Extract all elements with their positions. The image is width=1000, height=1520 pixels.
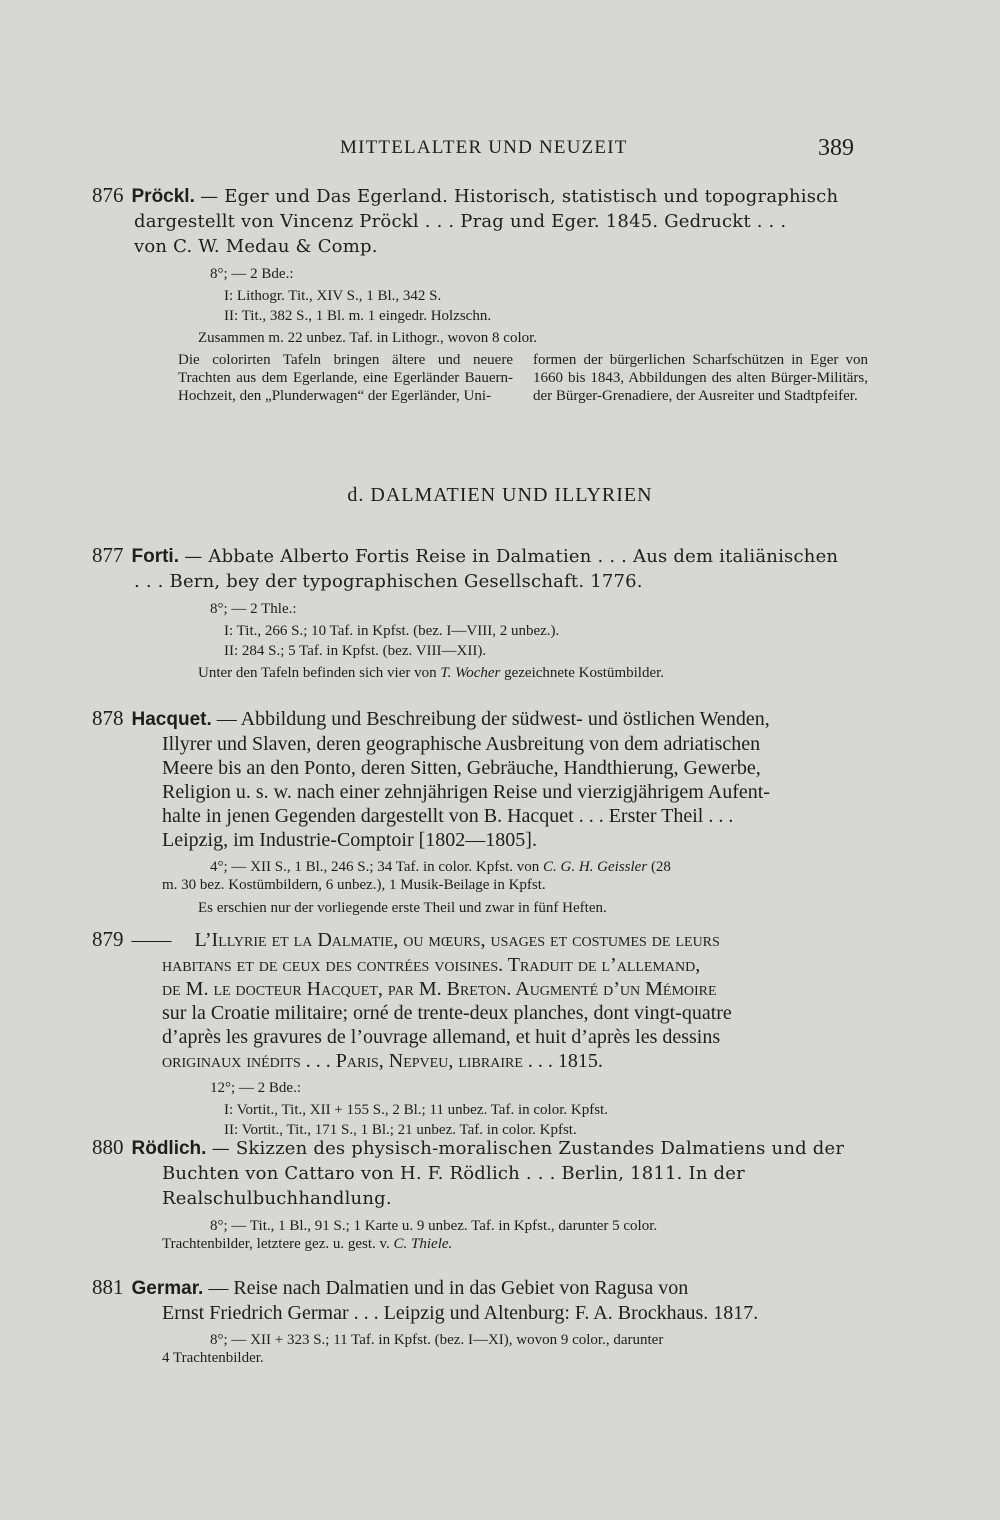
page-header xyxy=(0,137,1000,167)
entry-881-title-line xyxy=(92,1275,867,1301)
entry-title-text: originaux inédits . . . Paris, Nepveu, libraire . . . 1815. xyxy=(162,1050,603,1072)
entry-title-text: — Skizzen des physisch-moralischen Zustandes Dalmatiens und der xyxy=(211,1138,845,1159)
entry-880 xyxy=(92,1135,867,1253)
entry-title-text: dargestellt von Vincenz Pröckl . . . Prag und Eger. 1845. Gedruckt . . . xyxy=(134,211,787,232)
entry-title-text: Buchten von Cattaro von H. F. Rödlich . . . Berlin, 1811. In der xyxy=(162,1163,745,1184)
entry-title-text: Religion u. s. w. nach einer zehnjährigen Reise und vierzigjährigem Aufent- xyxy=(162,781,770,803)
entry-877 xyxy=(92,543,867,682)
entry-title-text: — Eger und Das Egerland. Historisch, statistisch und topographisch xyxy=(200,186,839,207)
note-artist: T. Wocher xyxy=(440,665,501,681)
entry-title-text: habitans et de ceux des contrées voisines. Traduit de l’allemand, xyxy=(162,954,701,976)
collation-text: (28 xyxy=(650,859,671,875)
entry-note: Es erschien nur der vorliegende erste Theil und zwar in fünf Heften. xyxy=(198,900,607,916)
collation-line: Zusammen m. 22 unbez. Taf. in Lithogr., wovon 8 color. xyxy=(198,330,538,346)
collation-line: 8°; — 2 Thle.: xyxy=(210,601,297,617)
note-column-right: formen der bürgerlichen Scharfschützen in Eger von 1660 bis 1843, Abbildungen des alten Bürger-Militärs, der Bürger-Grenadiere, der Ausreiter und Stadtpfeifer. xyxy=(533,352,868,404)
entry-876-collation xyxy=(92,265,867,347)
entry-author: Germar. xyxy=(131,1278,204,1299)
entry-number: 876 xyxy=(92,183,124,207)
note-text: Unter den Tafeln befinden sich vier von xyxy=(198,665,437,681)
entry-author: Pröckl. xyxy=(131,186,195,207)
entry-title-text: L’Illyrie et la Dalmatie, ou mœurs, usages et costumes de leurs xyxy=(194,929,720,951)
entry-title-text: Ernst Friedrich Germar . . . Leipzig und Altenburg: F. A. Brockhaus. 1817. xyxy=(162,1302,759,1324)
entry-title-text: Leipzig, im Industrie-Comptoir [1802—1805]. xyxy=(162,829,537,851)
entry-number: 880 xyxy=(92,1135,124,1159)
entry-876 xyxy=(92,183,867,259)
collation-line xyxy=(92,858,867,876)
entry-author: Rödlich. xyxy=(131,1138,207,1159)
collation-line: I: Lithogr. Tit., XIV S., 1 Bl., 342 S. xyxy=(224,288,442,304)
entry-878-title-line xyxy=(92,706,867,732)
collation-line: I: Tit., 266 S.; 10 Taf. in Kpfst. (bez. I—VIII, 2 unbez.). xyxy=(224,623,560,639)
collation-line: 8°; — Tit., 1 Bl., 91 S.; 1 Karte u. 9 unbez. Taf. in Kpfst., darunter 5 color. xyxy=(210,1218,658,1234)
entry-878 xyxy=(92,706,867,917)
entry-number: 881 xyxy=(92,1275,124,1299)
collation-line: II: 284 S.; 5 Taf. in Kpfst. (bez. VIII—XII). xyxy=(224,643,487,659)
entry-title-text: . . . Bern, bey der typographischen Gesellschaft. 1776. xyxy=(134,571,643,592)
note-column-left: Die colorirten Tafeln bringen ältere und neuere Trachten aus dem Egerlande, eine Egerländer Bauern-Hochzeit, den „Plunderwagen“ der Egerländer, Uni- xyxy=(178,352,513,404)
entry-880-title-line xyxy=(92,1135,867,1161)
page-number: 389 xyxy=(818,135,854,161)
collation-line: 8°; — XII + 323 S.; 11 Taf. in Kpfst. (bez. I—XI), wovon 9 color., darunter xyxy=(210,1332,664,1348)
collation-artist: C. Thiele. xyxy=(393,1236,453,1252)
running-title: MITTELALTER UND NEUZEIT xyxy=(340,137,628,158)
collation-line: II: Tit., 382 S., 1 Bl. m. 1 eingedr. Holzschn. xyxy=(224,308,492,324)
entry-title-text: — Abbildung und Beschreibung der südwest- und östlichen Wenden, xyxy=(216,708,770,730)
entry-title-text: Meere bis an den Ponto, deren Sitten, Gebräuche, Handthierung, Gewerbe, xyxy=(162,757,761,779)
entry-title-text: — Reise nach Dalmatien und in das Gebiet von Ragusa von xyxy=(208,1277,689,1299)
collation-text: 4°; — XII S., 1 Bl., 246 S.; 34 Taf. in color. Kpfst. von xyxy=(210,859,540,875)
entry-number: 877 xyxy=(92,543,124,567)
collation-line: 4 Trachtenbilder. xyxy=(162,1350,264,1366)
entry-title-text: sur la Croatie militaire; orné de trente-deux planches, dont vingt-quatre xyxy=(162,1002,732,1024)
entry-879 xyxy=(92,927,867,1139)
entry-title-text: Realschulbuchhandlung. xyxy=(162,1188,392,1209)
entry-title-text: von C. W. Medau & Comp. xyxy=(134,236,378,257)
entry-876-note-columns xyxy=(178,351,868,405)
collation-line: m. 30 bez. Kostümbildern, 6 unbez.), 1 Musik-Beilage in Kpfst. xyxy=(162,877,546,893)
collation-text: Trachtenbilder, letztere gez. u. gest. v. xyxy=(162,1236,390,1252)
entry-879-title-line xyxy=(92,927,867,953)
collation-line xyxy=(92,1235,867,1253)
entry-881 xyxy=(92,1275,867,1367)
entry-author: Forti. xyxy=(131,546,179,567)
entry-876-title-line xyxy=(92,183,867,209)
collation-line: II: Vortit., Tit., 171 S., 1 Bl.; 21 unbez. Taf. in color. Kpfst. xyxy=(224,1122,577,1138)
entry-dash: —— xyxy=(131,929,172,951)
entry-number: 878 xyxy=(92,706,124,730)
collation-artist: C. G. H. Geissler xyxy=(543,859,648,875)
entry-title-text: — Abbate Alberto Fortis Reise in Dalmatien . . . Aus dem italiänischen xyxy=(184,546,839,567)
entry-title-text: de M. le docteur Hacquet, par M. Breton. Augmenté d’un Mémoire xyxy=(162,978,717,1000)
entry-note xyxy=(92,664,867,682)
entry-877-title-line xyxy=(92,543,867,569)
entry-title-text: d’après les gravures de l’ouvrage allemand, et huit d’après les dessins xyxy=(162,1026,721,1048)
collation-line: 12°; — 2 Bde.: xyxy=(210,1080,301,1096)
entry-author: Hacquet. xyxy=(131,709,212,730)
collation-line: 8°; — 2 Bde.: xyxy=(210,266,294,282)
entry-title-text: Illyrer und Slaven, deren geographische Ausbreitung von dem adriatischen xyxy=(162,733,761,755)
collation-line: I: Vortit., Tit., XII + 155 S., 2 Bl.; 11 unbez. Taf. in color. Kpfst. xyxy=(224,1102,608,1118)
note-text: gezeichnete Kostümbilder. xyxy=(504,665,665,681)
entry-title-text: halte in jenen Gegenden dargestellt von B. Hacquet . . . Erster Theil . . . xyxy=(162,805,734,827)
section-title: d. DALMATIEN UND ILLYRIEN xyxy=(347,484,653,506)
entry-number: 879 xyxy=(92,927,124,951)
